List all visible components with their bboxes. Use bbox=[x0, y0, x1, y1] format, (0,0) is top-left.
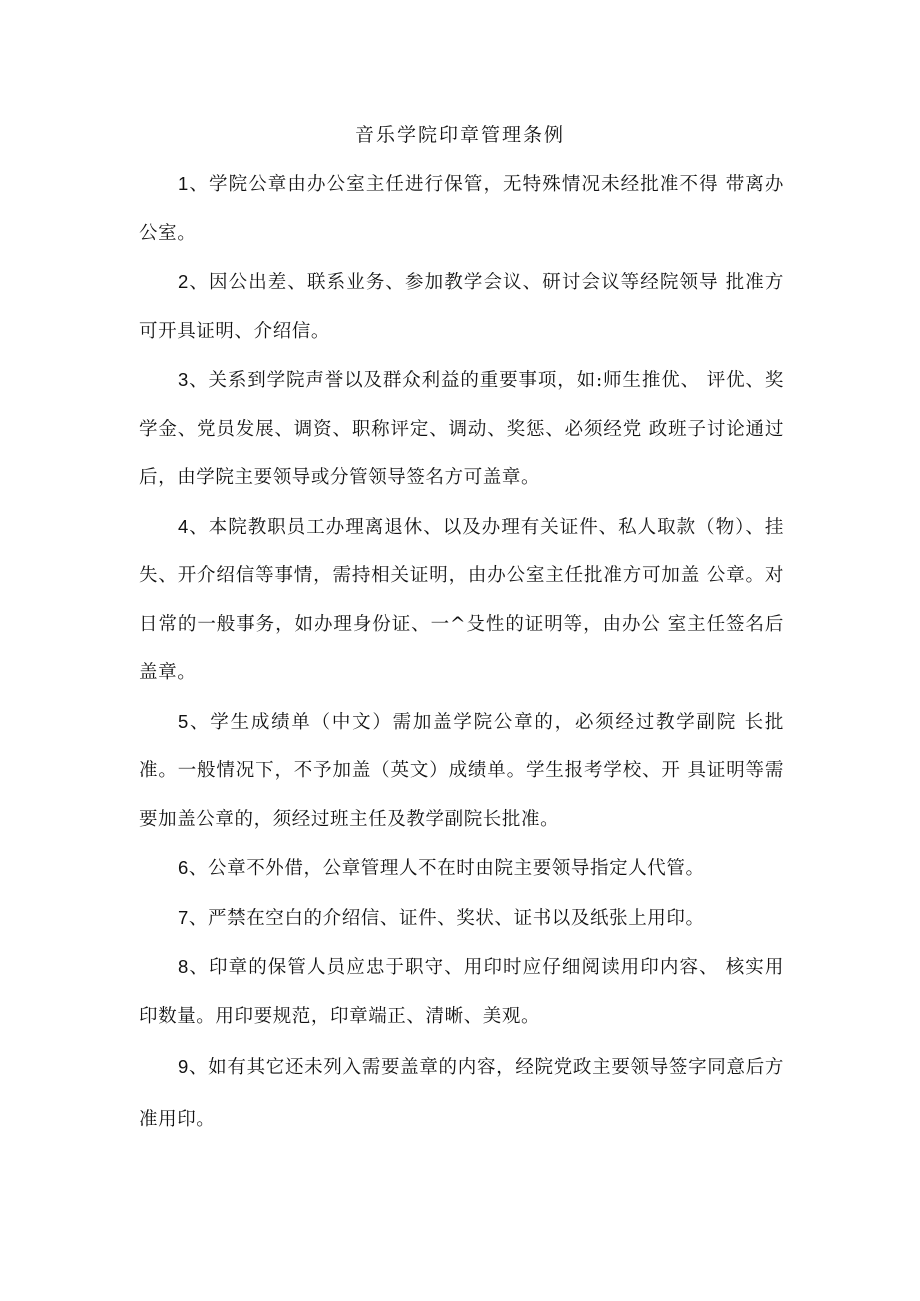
article-number: 1 bbox=[178, 173, 189, 194]
article-3 bbox=[139, 356, 784, 503]
document-title: 音乐学院印章管理条例 bbox=[354, 124, 565, 146]
article-number: 3 bbox=[178, 369, 189, 390]
article-number: 4 bbox=[178, 515, 189, 537]
article-text: 、学院公章由办公室主任进行保管，无特殊情况未经批准不得 带离办公室。 bbox=[139, 174, 784, 244]
article-number: 9 bbox=[178, 1056, 189, 1077]
article-text: 、本院教职员工办理离退休、以及办理有关证件、私人取款（物）、挂失、开介绍信等事情，需持相关证明，由办公室主任批准方可加盖 公章。对日常的一般事务，如办理身份证、一^殳性的证明等，由办公 室主任签名后盖章。 bbox=[139, 516, 784, 683]
article-text: 、公章不外借，公章管理人不在时由院主要领导指定人代管。 bbox=[188, 858, 705, 879]
article-5 bbox=[139, 698, 784, 845]
article-text: 、学生成绩单（中文）需加盖学院公章的，必须经过教学副院 长批准。一般情况下，不予加盖（英文）成绩单。学生报考学校、开 具证明等需要加盖公章的，须经过班主任及教学副院长批准。 bbox=[139, 711, 784, 830]
article-text: 、如有其它还未列入需要盖章的内容，经院党政主要领导签字同意后方准用印。 bbox=[139, 1057, 784, 1130]
article-9 bbox=[139, 1041, 784, 1146]
article-text: 、关系到学院声誉以及群众利益的重要事项，如:师生推优、 评优、奖学金、党员发展、调资、职称评定、调动、奖惩、必须经党 政班子讨论通过后，由学院主要领导或分管领导签名方可盖章。 bbox=[139, 370, 784, 488]
article-list bbox=[139, 160, 784, 1146]
article-number: 8 bbox=[178, 956, 189, 977]
article-2 bbox=[139, 258, 784, 356]
article-4 bbox=[139, 503, 784, 698]
article-text: 、严禁在空白的介绍信、证件、奖状、证书以及纸张上用印。 bbox=[188, 907, 705, 929]
article-number: 2 bbox=[178, 271, 189, 292]
article-number: 5 bbox=[178, 710, 189, 732]
article-7 bbox=[139, 894, 784, 944]
article-6 bbox=[139, 844, 784, 894]
article-8 bbox=[139, 943, 784, 1041]
article-text: 、印章的保管人员应忠于职守、用印时应仔细阅读用印内容、 核实用印数量。用印要规范，印章端正、清晰、美观。 bbox=[139, 957, 784, 1027]
article-1 bbox=[139, 160, 784, 258]
article-number: 6 bbox=[178, 857, 189, 878]
article-number: 7 bbox=[178, 906, 189, 928]
article-text: 、因公出差、联系业务、参加教学会议、研讨会议等经院领导 批准方可开具证明、介绍信。 bbox=[139, 272, 784, 342]
